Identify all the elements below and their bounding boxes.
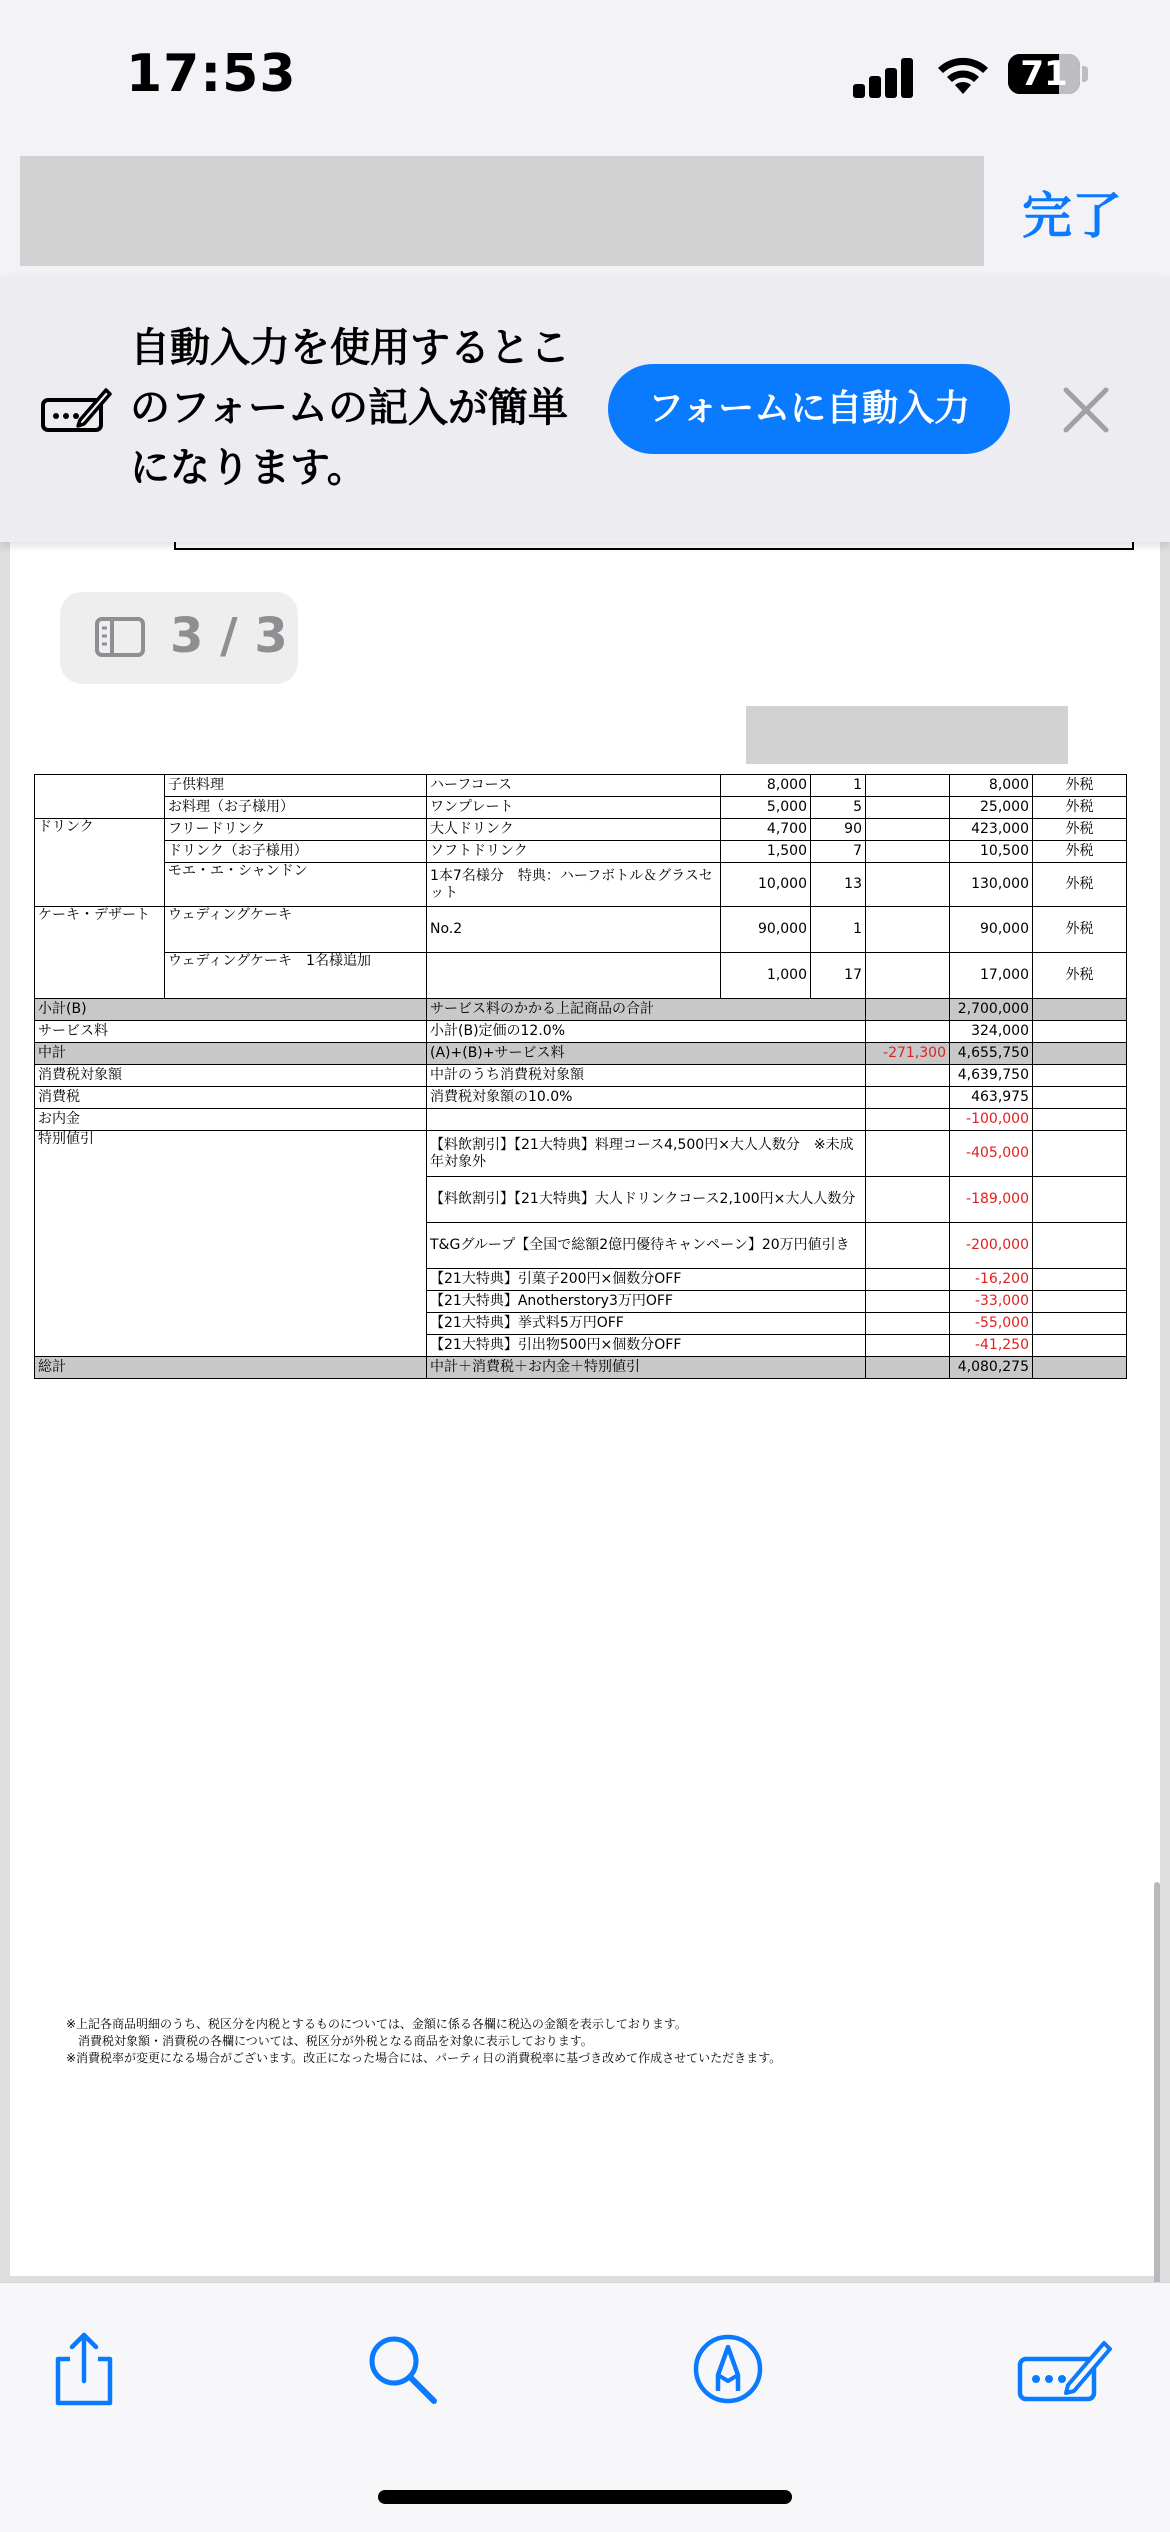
summary-tax — [1033, 1269, 1127, 1291]
category-cell: ケーキ・デザート — [35, 907, 165, 999]
tax-type-cell: 外税 — [1033, 907, 1127, 953]
unit-price-cell: 90,000 — [721, 907, 811, 953]
summary-amount: 324,000 — [950, 1021, 1033, 1043]
item-cell: モエ・エ・シャンドン — [165, 863, 427, 907]
item-cell: 子供料理 — [165, 775, 427, 797]
summary-label: 中計 — [35, 1043, 427, 1065]
item-cell: フリードリンク — [165, 819, 427, 841]
previous-page-table-edge — [174, 542, 1134, 550]
special-discount-amount: -55,000 — [950, 1313, 1033, 1335]
sidebar-icon — [94, 616, 146, 658]
scrollbar[interactable] — [1154, 1882, 1160, 2282]
summary-tax — [1033, 1087, 1127, 1109]
detail-cell: 1本7名様分 特典：ハーフボトル＆グラスセット — [427, 863, 721, 907]
pdf-page-3 — [10, 644, 1160, 2276]
summary-row-total — [35, 1357, 1127, 1379]
autofill-message: 自動入力を使用するとこのフォームの記入が簡単になります。 — [130, 325, 570, 491]
quantity-cell: 13 — [811, 863, 866, 907]
summary-tax — [1033, 1223, 1127, 1269]
item-cell: お料理（お子様用） — [165, 797, 427, 819]
summary-row-uchikin — [35, 1109, 1127, 1131]
summary-tax — [1033, 1335, 1127, 1357]
fill-sign-icon[interactable] — [1016, 2329, 1116, 2409]
special-discount-amount: -189,000 — [950, 1177, 1033, 1223]
special-discount-amount: -41,250 — [950, 1335, 1033, 1357]
home-indicator — [378, 2490, 792, 2504]
tax-type-cell: 外税 — [1033, 953, 1127, 999]
special-discount-desc: T&Gグループ【全国で総額2億円優待キャンペーン】20万円値引き — [427, 1223, 866, 1269]
category-cell: ドリンク — [35, 819, 165, 907]
unit-price-cell: 1,500 — [721, 841, 811, 863]
amount-cell: 423,000 — [950, 819, 1033, 841]
discount-cell — [866, 953, 950, 999]
summary-amount: 4,080,275 — [950, 1357, 1033, 1379]
table-row — [35, 819, 1127, 841]
summary-discount — [866, 1087, 950, 1109]
summary-discount — [866, 1131, 950, 1177]
discount-cell — [866, 841, 950, 863]
discount-cell — [866, 797, 950, 819]
summary-amount: 463,975 — [950, 1087, 1033, 1109]
discount-cell — [866, 819, 950, 841]
footnote-line: ※上記各商品明細のうち、税区分を内税とするものについては、金額に係る各欄に税込の金額を表示しております。 — [66, 2017, 687, 2031]
summary-discount — [866, 1313, 950, 1335]
summary-discount — [866, 999, 950, 1021]
detail-cell: ソフトドリンク — [427, 841, 721, 863]
summary-tax — [1033, 1043, 1127, 1065]
status-time: 17:53 — [126, 44, 297, 104]
summary-desc: 消費税対象額の10.0% — [427, 1087, 866, 1109]
summary-label: お内金 — [35, 1109, 427, 1131]
summary-desc: サービス料のかかる上記商品の合計 — [427, 999, 866, 1021]
special-discount-desc: 【21大特典】引出物500円×個数分OFF — [427, 1335, 866, 1357]
cellular-signal-icon — [853, 58, 915, 98]
footnote-line: 消費税対象額・消費税の各欄については、税区分が外税となる商品を対象に表示しております。 — [66, 2034, 593, 2048]
unit-price-cell: 8,000 — [721, 775, 811, 797]
discount-cell — [866, 863, 950, 907]
invoice-table — [34, 774, 1127, 1379]
special-discount-amount: -200,000 — [950, 1223, 1033, 1269]
summary-row-taxable — [35, 1065, 1127, 1087]
tax-type-cell: 外税 — [1033, 775, 1127, 797]
detail-cell — [427, 953, 721, 999]
summary-discount — [866, 1109, 950, 1131]
special-discount-amount: -405,000 — [950, 1131, 1033, 1177]
close-icon[interactable] — [1058, 382, 1114, 438]
summary-amount: -100,000 — [950, 1109, 1033, 1131]
detail-cell: 大人ドリンク — [427, 819, 721, 841]
status-bar — [0, 0, 1170, 150]
summary-desc: 中計＋消費税＋お内金＋特別値引 — [427, 1357, 866, 1379]
tax-type-cell: 外税 — [1033, 841, 1127, 863]
page-number: 3 / 3 — [170, 608, 288, 664]
summary-desc — [427, 1109, 866, 1131]
table-row — [35, 863, 1127, 907]
discount-cell — [866, 775, 950, 797]
unit-price-cell: 1,000 — [721, 953, 811, 999]
summary-discount — [866, 1065, 950, 1087]
quantity-cell: 90 — [811, 819, 866, 841]
summary-row-midtotal — [35, 1043, 1127, 1065]
summary-discount: -271,300 — [866, 1043, 950, 1065]
summary-label: 消費税対象額 — [35, 1065, 427, 1087]
autofill-banner — [0, 276, 1170, 542]
summary-tax — [1033, 1109, 1127, 1131]
summary-discount — [866, 1223, 950, 1269]
summary-row-tax — [35, 1087, 1127, 1109]
unit-price-cell: 5,000 — [721, 797, 811, 819]
pdf-viewer[interactable] — [0, 542, 1170, 2282]
amount-cell: 130,000 — [950, 863, 1033, 907]
detail-cell: No.2 — [427, 907, 721, 953]
summary-amount: 2,700,000 — [950, 999, 1033, 1021]
page-indicator[interactable] — [60, 592, 298, 684]
autofill-button[interactable]: フォームに自動入力 — [608, 364, 1010, 454]
battery-icon — [1008, 54, 1080, 94]
item-cell: ドリンク（お子様用） — [165, 841, 427, 863]
special-discount-desc: 【料飲割引】【21大特典】料理コース4,500円×大人人数分 ※未成年対象外 — [427, 1131, 866, 1177]
special-discount-amount: -33,000 — [950, 1291, 1033, 1313]
summary-desc: (A)+(B)+サービス料 — [427, 1043, 866, 1065]
wifi-icon — [935, 54, 991, 98]
redacted-title-field — [20, 156, 984, 266]
tax-type-cell: 外税 — [1033, 819, 1127, 841]
summary-tax — [1033, 1021, 1127, 1043]
special-discount-amount: -16,200 — [950, 1269, 1033, 1291]
summary-label: 小計(B) — [35, 999, 427, 1021]
battery-percent: 71 — [1020, 54, 1068, 94]
footnotes — [66, 2016, 781, 2067]
item-cell: ウェディングケーキ — [165, 907, 427, 953]
quantity-cell: 1 — [811, 907, 866, 953]
quantity-cell: 17 — [811, 953, 866, 999]
amount-cell: 25,000 — [950, 797, 1033, 819]
unit-price-cell: 10,000 — [721, 863, 811, 907]
summary-amount: 4,639,750 — [950, 1065, 1033, 1087]
summary-label: サービス料 — [35, 1021, 427, 1043]
battery-cap — [1082, 66, 1088, 82]
table-row — [35, 775, 1127, 797]
special-discount-row — [35, 1131, 1127, 1177]
summary-discount — [866, 1291, 950, 1313]
summary-desc: 中計のうち消費税対象額 — [427, 1065, 866, 1087]
unit-price-cell: 4,700 — [721, 819, 811, 841]
done-button[interactable]: 完了 — [1022, 187, 1122, 245]
table-row — [35, 797, 1127, 819]
summary-tax — [1033, 1313, 1127, 1335]
summary-tax — [1033, 1357, 1127, 1379]
category-cell — [35, 775, 165, 819]
search-icon[interactable] — [362, 2329, 442, 2409]
summary-label: 消費税 — [35, 1087, 427, 1109]
summary-discount — [866, 1335, 950, 1357]
summary-row-subtotal — [35, 999, 1127, 1021]
amount-cell: 17,000 — [950, 953, 1033, 999]
item-cell: ウェディングケーキ 1名様追加 — [165, 953, 427, 999]
tax-type-cell: 外税 — [1033, 863, 1127, 907]
special-discount-desc: 【21大特典】引菓子200円×個数分OFF — [427, 1269, 866, 1291]
autofill-form-icon — [40, 380, 112, 436]
amount-cell: 90,000 — [950, 907, 1033, 953]
table-row — [35, 953, 1127, 999]
detail-cell: ワンプレート — [427, 797, 721, 819]
summary-label: 特別値引 — [35, 1131, 427, 1357]
summary-label: 総計 — [35, 1357, 427, 1379]
summary-discount — [866, 1021, 950, 1043]
summary-tax — [1033, 1065, 1127, 1087]
summary-discount — [866, 1269, 950, 1291]
discount-cell — [866, 907, 950, 953]
summary-tax — [1033, 1131, 1127, 1177]
special-discount-desc: 【21大特典】挙式料5万円OFF — [427, 1313, 866, 1335]
special-discount-desc: 【料飲割引】【21大特典】大人ドリンクコース2,100円×大人人数分 — [427, 1177, 866, 1223]
markup-icon[interactable] — [688, 2329, 768, 2409]
table-row — [35, 907, 1127, 953]
summary-tax — [1033, 999, 1127, 1021]
redacted-header-box — [746, 706, 1068, 764]
table-row — [35, 841, 1127, 863]
tax-type-cell: 外税 — [1033, 797, 1127, 819]
summary-tax — [1033, 1177, 1127, 1223]
detail-cell: ハーフコース — [427, 775, 721, 797]
amount-cell: 10,500 — [950, 841, 1033, 863]
summary-desc: 小計(B)定価の12.0% — [427, 1021, 866, 1043]
quantity-cell: 5 — [811, 797, 866, 819]
amount-cell: 8,000 — [950, 775, 1033, 797]
summary-discount — [866, 1357, 950, 1379]
quantity-cell: 7 — [811, 841, 866, 863]
quantity-cell: 1 — [811, 775, 866, 797]
summary-row-service — [35, 1021, 1127, 1043]
special-discount-desc: 【21大特典】Anotherstory3万円OFF — [427, 1291, 866, 1313]
summary-tax — [1033, 1291, 1127, 1313]
summary-discount — [866, 1177, 950, 1223]
footnote-line: ※消費税率が変更になる場合がございます。改正になった場合には、パーティ日の消費税率に基づき改めて作成させていただきます。 — [66, 2051, 782, 2065]
summary-amount: 4,655,750 — [950, 1043, 1033, 1065]
share-icon[interactable] — [44, 2329, 124, 2409]
